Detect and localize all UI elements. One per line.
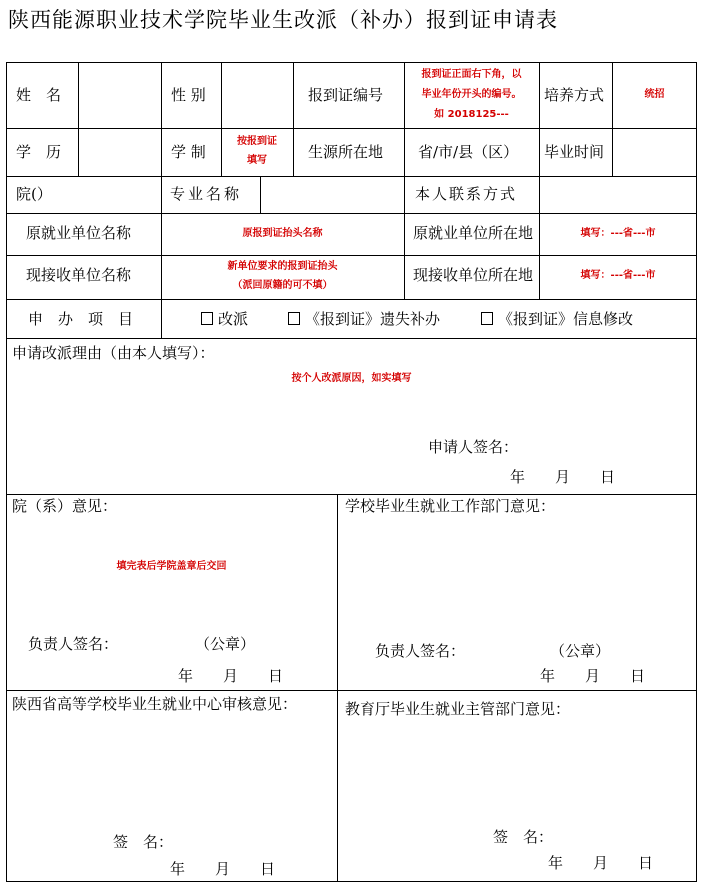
label-province-sign: 签 名： [113, 833, 174, 851]
label-dept-head-sign: 负责人签名： [28, 635, 119, 653]
option-reissue[interactable] [288, 310, 440, 328]
option-modify[interactable] [481, 310, 633, 328]
label-orig-unit-loc: 原就业单位所在地 [413, 224, 534, 242]
col-line [260, 176, 261, 213]
hint-training-mode: 统招 [644, 89, 665, 100]
row-line [6, 690, 697, 691]
label-school-opinion: 学校毕业生就业工作部门意见： [345, 497, 556, 515]
label-apply-item: 申 办 项 目 [28, 310, 134, 328]
checkbox-icon[interactable] [201, 312, 213, 325]
label-applicant-sign: 申请人签名： [428, 438, 519, 456]
row-line [6, 128, 697, 129]
checkbox-icon[interactable] [481, 312, 493, 325]
col-line [539, 176, 540, 213]
hint-cert-no-3: 如 2018125--- [434, 109, 509, 120]
option-modify-label: 《报到证》信息修改 [498, 310, 634, 328]
label-contact: 本人联系方式 [415, 185, 518, 203]
col-line [337, 494, 338, 882]
label-college: 院(） [16, 185, 52, 203]
label-school-seal: （公章） [550, 642, 611, 660]
option-reassign[interactable] [201, 310, 248, 328]
hint-duration-2: 填写 [247, 155, 267, 166]
origin-value: 省/市/县（区） [418, 143, 519, 161]
checkbox-icon[interactable] [288, 312, 300, 325]
province-date: 年 月 日 [170, 860, 276, 878]
label-dept-seal: （公章） [195, 635, 256, 653]
hint-cert-no-1: 报到证正面右下角，以 [421, 69, 522, 80]
label-province-opinion: 陕西省高等学校毕业生就业中心审核意见： [12, 695, 298, 713]
row-line [6, 299, 697, 300]
label-training-mode: 培养方式 [544, 86, 605, 104]
label-name: 姓 名 [16, 86, 62, 104]
dept-date: 年 月 日 [178, 667, 284, 685]
row-line [6, 255, 697, 256]
hint-new-unit-2: （派回原籍的可不填） [232, 280, 333, 291]
label-education: 学 历 [16, 143, 62, 161]
label-school-head-sign: 负责人签名： [375, 642, 466, 660]
col-line [78, 62, 79, 176]
label-dept-opinion: 院（系）意见： [12, 497, 118, 515]
row-line [6, 213, 697, 214]
col-line [161, 299, 162, 338]
option-reissue-label: 《报到证》遗失补办 [305, 310, 441, 328]
col-line [161, 62, 162, 176]
hint-orig-unit-loc: 填写：---省---市 [580, 228, 656, 239]
col-line [404, 176, 405, 213]
label-grad-time: 毕业时间 [544, 143, 605, 161]
hint-duration-1: 按报到证 [237, 136, 277, 147]
label-new-unit-loc: 现接收单位所在地 [413, 266, 534, 284]
label-gender: 性 别 [171, 86, 206, 104]
row-line [6, 176, 697, 177]
hint-new-unit-loc: 填写：---省---市 [580, 270, 656, 281]
label-edu-sign: 签 名： [493, 828, 554, 846]
label-origin: 生源所在地 [308, 143, 384, 161]
hint-dept: 填完表后学院盖章后交回 [116, 561, 227, 572]
col-line [612, 62, 613, 176]
label-major: 专业名称 [170, 185, 243, 203]
row-line [6, 494, 697, 495]
col-line [161, 176, 162, 213]
hint-reason: 按个人改派原因，如实填写 [291, 373, 412, 384]
label-new-unit: 现接收单位名称 [26, 266, 132, 284]
school-date: 年 月 日 [540, 667, 646, 685]
col-line [293, 62, 294, 176]
edu-date: 年 月 日 [548, 854, 654, 872]
label-cert-no: 报到证编号 [308, 86, 384, 104]
col-line [539, 62, 540, 176]
hint-new-unit-1: 新单位要求的报到证抬头 [227, 261, 338, 272]
hint-cert-no-2: 毕业年份开头的编号。 [421, 89, 522, 100]
label-reason: 申请改派理由（由本人填写）： [12, 344, 215, 362]
label-duration: 学 制 [171, 143, 206, 161]
col-line [404, 213, 405, 299]
page-title: 陕西能源职业技术学院毕业生改派（补办）报到证申请表 [8, 8, 558, 32]
label-edu-opinion: 教育厅毕业生就业主管部门意见： [345, 700, 571, 718]
reason-date: 年 月 日 [510, 468, 616, 486]
option-reassign-label: 改派 [218, 310, 249, 328]
label-orig-unit: 原就业单位名称 [26, 224, 132, 242]
hint-orig-unit: 原报到证抬头名称 [242, 228, 323, 239]
row-line [6, 338, 697, 339]
